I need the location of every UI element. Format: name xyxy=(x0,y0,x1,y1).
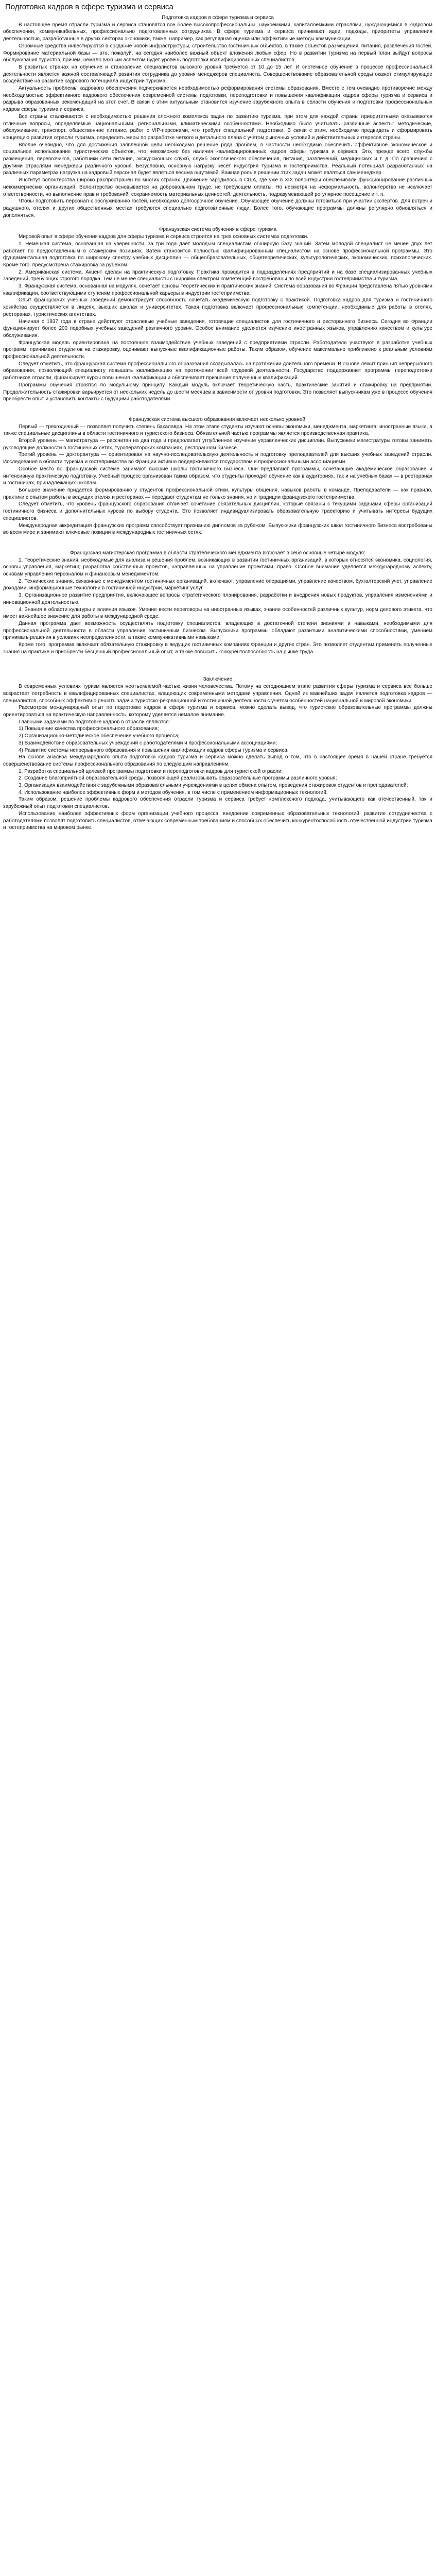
paragraph: Данная программа дает возможность осуществлять подготовку специалистов, владеющих в достаточной степени знаниями и навыками, необходимыми для профессиональной деятельности в области управления гостиничным бизнесом. Выпускники программы обладают развитыми аналитическими способностями, умением принимать решения в условиях неопределенности, а также коммуникативными навыками. xyxy=(3,620,432,641)
paragraph: Актуальность проблемы кадрового обеспечения подчеркивается необходимостью реформирования системы образования. Вместе с тем очевидно противоречие между необходимостью эффективного кадрового обеспечения современной системы подготовки, переподготовки и повышения квалификации кадров сферы туризма и сервиса и разрыва образованных рекомендаций на этот счет. В связи с этим актуальным становится изучение зарубежного опыта в области обучения и подготовки профессиональных кадров сферы туризма и сервиса. xyxy=(3,86,432,113)
paragraph: Огромные средства инвестируются в создание новой инфраструктуры, строительство гостиничных объектов, в также объектов размещения, питания, развлечения гостей. Формирование материальной базы — это, пожалуй, на сегодня наиболее важный объект вложения любых сфер. Но в развитии туризма на первый план выйдут вопросы обслуживания туристов, причем, немало важным аспектом будет уровень подготовки квалифицированных специалистов. xyxy=(3,43,432,63)
paragraph: 2. Американская система. Акцент сделан на практическую подготовку. Практика проводится в подразделениях предприятий и на базе специализированных учебных заведений, требующих строгого порядка. Тем не менее специалисты с широким спектром компетенций востребованы по всей индустрии гостеприимства и туризма. xyxy=(3,269,432,282)
section-heading: Заключение xyxy=(203,676,233,683)
paragraph: Следует отметить, что французская система профессионального образования складывалась на протяжении длительного времени. В основе лежит принцип непрерывного образования, позволяющий специалисту повышать квалификацию на протяжении всей трудовой деятельности. Государство поддерживает программы переподготовки работников отрасли, финансирует курсы повышения квалификации и обеспечивает признание полученных квалификаций. xyxy=(3,361,432,381)
paragraph: В современных условиях туризм является неотъемлемой частью жизни человечества. Потому на сегодняшнем этапе развития сферы туризма и сервиса все больше возрастает потребность в квалифицированных специалистах, владеющих современными методами управления. Одной из важнейших задач является подготовка кадров — специалистов, способных эффективно решать задачи туристско-рекреационной и гостиничной деятельности с учетом особенностей национальной и мировой экономики. xyxy=(3,684,432,704)
document-body xyxy=(3,14,432,832)
paragraph: Мировой опыт в сфере обучения кадров для сферы туризма и сервиса строится на трех основных системах подготовки. xyxy=(19,234,309,240)
paragraph: Использование наиболее эффективных форм организации учебного процесса, внедрение современных образовательных технологий, развитие сотрудничества с работодателями позволят подготовить специалистов, отвечающих современным требованиям и способных обеспечить конкурентоспособность отечественной индустрии туризма и гостеприимства на мировом рынке. xyxy=(3,810,432,831)
paragraph: 4. Использование наиболее эффективных форм и методов обучения, в том числе с применением информационных технологий. xyxy=(19,789,328,795)
paragraph: Третий уровень — докторантура — ориентирован на научно-исследовательскую деятельность и подготовку преподавателей для высших учебных заведений отрасли. Исследования в области туризма и гостеприимства во Франции активно поддерживаются государством и профессиональными ассоциациями. xyxy=(3,452,432,465)
paragraph: Все страны сталкиваются с необходимостью решения сложного комплекса задач по развитию туризма, при этом для каждой страны приоритетными оказываются отличные вопросы, определяемые национальными, региональными, климатическими особенностями. Необходимо было учитывать различные аспекты: методические, обслуживание, транспорт, общественное питание, работ с VIP-персонами, что требует специальной подготовки. В связи с этим, необходимо предвидеть и сформировать концепцию развития отрасли туризма, определить меры по разработке четкого и детального плана с учетом рыночных условий и действительных интересов страны. xyxy=(3,113,432,141)
paragraph: 2. Создание благоприятной образовательной среды, позволяющей реализовывать образовательные программы различного уровня; xyxy=(19,775,337,782)
paragraph: В настоящее время отрасли туризма и сервиса становятся все более высокопрофессиональны, наукоемкими, капиталоемкими отраслями, нуждающимися в кадровом обеспечении, коммуникабельных, профессионально подготовленных сотрудниках. В сфере туризма и сервиса принимают идеи, подходы, приоритеты управления деятельностью, разработанные в других секторах экономики, также, например, как регулярная оценка или эффективные методы коммуникации. xyxy=(3,22,432,42)
paragraph: 3. Французская система, основанная на модулях, сочетает основы теоретических и практических знаний. Система образования во Франции представлена пятью уровнями квалификации, соответствующими ступеням профессиональной карьеры в индустрии гостеприимства. xyxy=(3,283,432,296)
paragraph: Начиная с 1937 года в стране действуют отраслевые учебные заведения, готовящие специалистов для гостиничного и ресторанного бизнеса. Сегодня во Франции функционирует более 200 подобных учебных заведений различного уровня. Особое внимание уделяется изучению иностранных языков, управлению качеством и культуре обслуживания. xyxy=(3,318,432,338)
paragraph: Кроме того, программа включает обязательную стажировку в ведущих гостиничных компаниях Франции и других стран. Это позволяет студентам применить полученные знания на практике и приобрести бесценный профессиональный опыт, а также повысить конкурентоспособность на рынке труда. xyxy=(3,642,432,655)
paragraph: 2. Технические знания, связанные с менеджментом гостиничных организаций, включают: управление операциями, управление качеством, бухгалтерский учет, управление доходами, информационные технологии в гостиничной индустрии, маркетинг услуг. xyxy=(3,578,432,591)
paragraph: 3) Взаимодействие образовательных учреждений с работодателями и профессиональными ассоциациями; xyxy=(19,740,277,746)
paragraph: На основе анализа международного опыта подготовки кадров туризма и сервиса можно сделать вывод о том, что в настоящее время в нашей стране требуется совершенствование системы профессионального образования по следующим направлениям: xyxy=(3,754,432,767)
paragraph: 1. Разработка специальной целевой программы подготовки и переподготовки кадров для туристской отрасли; xyxy=(19,768,283,774)
paragraph: В развитых странах на обучение и становление специалистов высокого уровня требуется от 10 до 15 лет. И системное обучение в процессе профессиональной деятельности является важной составляющей развития сотрудника до уровня менеджеров специалиста. Совершенствование образовательной среды окажет стимулирующее воздействие на развитие кадрового потенциала индустрии туризма. xyxy=(3,64,432,84)
paragraph: Большое значение придается формированию у студентов профессиональной этики, культуры общения, навыков работы в команде. Преподаватели — как правило, практики с опытом работы в ведущих отелях и ресторанах — передают студентам не только знания, но и традиции французского гостеприимства. xyxy=(3,487,432,500)
paragraph: 3. Организационное развитие предприятия, включающее вопросы стратегического планирования, разработки и внедрения новых продуктов, управления изменениями и инновационной деятельностью. xyxy=(3,592,432,605)
paragraph: Вполне очевидно, что для достижения заявленной цели необходимо решение ряда проблем, в частности необходимо обеспечить эффективное экономическое и социальное использование туристических объектов, что невозможно без наличия квалифицированных кадров сферы туризма и сервиса. Это, прежде всего, службы размещения, перевозчиков, работники сети питания, экскурсионных служб, служб экологического обеспечения, питания, развлечений, медицинских и т. д. По сравнению с другими отраслями менеджеры различного уровня. Безусловно, основную нагрузку несет индустрия туризма и гостеприимства. Реальный потенциал разработанных на различных параметрах нагрузка на кадровый персонал будет являться весьма ощутимой. Важная роль в решении этих задач может являться сам менеджер. xyxy=(3,142,432,176)
paragraph: 2) Организационно-методическое обеспечение учебного процесса; xyxy=(19,733,180,739)
paragraph: Рассмотрев международный опыт по подготовке кадров в сфере туризма и сервиса, можно сделать вывод, что туристские образовательные программы должны ориентироваться на практическую направленность, которому уделяется немалое внимание. xyxy=(3,705,432,718)
paragraph: Второй уровень — магистратура — рассчитан на два года и предполагает углубленное изучение управленческих дисциплин. Выпускники магистратуры готовы занимать руководящие должности в гостиничных сетях, туроператорских компаниях, ресторанном бизнесе. xyxy=(3,438,432,451)
page-title: Подготовка кадров в сфере туризма и сервиса xyxy=(5,3,173,11)
paragraph: 4) Развитие системы непрерывного образования и повышения квалификации кадров сферы туризма и сервиса. xyxy=(19,747,289,753)
paragraph: 1) Повышение качества профессионального образования; xyxy=(19,726,159,732)
paragraph: Особое место во французской системе занимают высшие школы гостиничного бизнеса. Они предлагают программы, сочетающие академическое образование и интенсивную практическую подготовку. Учебный процесс организован таким образом, что студенты проходят обучение как в аудиториях, так и на учебных базах — в ресторанах и гостиницах, принадлежащих школам. xyxy=(3,466,432,486)
paragraph: 1. Немецкая система, основанная на уверенности, за три года дает молодым специалистам обширную базу знаний. Затем молодой специалист не менее двух лет работает по предоставленным в стажерских позициях. Затем становится полностью квалифицированным специалистом на основе профессиональной программы. Это фундаментальная подготовка по широкому спектру учебных дисциплин — общеобразовательных, общетеоретических, культурологических, экономических, психологических. Кроме того, предусмотрена стажировка за рубежом. xyxy=(3,241,432,268)
paragraph: Следует отметить, что уровень французского образования отличает сочетание обязательных дисциплин, которые связаны с текущими задачами сферы организаций гостиничного бизнеса и дополнительных курсов по выбору студента. Это позволяет индивидуализировать образовательную траекторию и учитывать интересы будущих специалистов. xyxy=(3,501,432,521)
section-heading: Французская система высшего образования включает несколько уровней: xyxy=(129,416,307,422)
paragraph: 4. Знания в области культуры и влияния языков. Умение вести переговоры на иностранных языках, знание особенностей различных культур, норм делового этикета, что имеет важнейшее значение для работы в международной среде. xyxy=(3,606,432,620)
paragraph: Французская модель ориентирована на постоянное взаимодействие учебных заведений с предприятиями отрасли. Работодатели участвуют в разработке учебных программ, принимают студентов на стажировку, оценивают выпускные квалификационные работы. Таким образом, обучение максимально приближено к реальным условиям профессиональной деятельности. xyxy=(3,340,432,360)
paragraph: Таким образом, решение проблемы кадрового обеспечения отрасли туризма и сервиса требует комплексного подхода, учитывающего как отечественный, так и зарубежный опыт подготовки специалистов. xyxy=(3,796,432,810)
paragraph: Институт волонтерства широко распространен во многих странах. Движение зародилось в США, где уже в XIX волонтеры обеспечивали функционирование различных некоммерческих организаций. Волонтерство основывается на добровольном труде, не требующем оплаты. Но несмотря на неформальность, волонтерство не исключает ответственности, но выполнение прав и требований, сохраняемость материальных ценностей, деятельность, подразумевающей регулярное посещение и т. п. xyxy=(3,177,432,197)
paragraph: Чтобы подготовить персонал к обслуживанию гостей, необходимо долгосрочное обучение. Обучающее обучение должны готовиться при участии экспертов. Для встреч и радушного, отелях и других общественных местах требуются специально подготовленные люди. Более того, обучающие программы должны регулярно обновляться и дополняться. xyxy=(3,198,432,218)
section-heading: Французская магистерская программа в области стратегического менеджмента включает в себя основные четыре модуля: xyxy=(70,550,365,556)
paragraph: Первый — трехгодичный — позволяет получить степень бакалавра. На этом этапе студенты изучают основы экономики, менеджмента, маркетинга, иностранные языки, а также специальные дисциплины в области гостиничного и туристского бизнеса. Обязательной частью программы является производственная практика. xyxy=(3,423,432,437)
paragraph: Опыт французских учебных заведений демонстрирует способность сочетать академическую подготовку с практикой. Подготовка кадров для туризма и гостиничного хозяйства осуществляется в лицеях, высших школах и университетах. Такая подготовка включает профессиональные компетенции, необходимые для работы в отелях, ресторанах, туристических агентствах. xyxy=(3,297,432,317)
paragraph: Главными задачами по подготовке кадров в отрасли являются: xyxy=(19,719,170,725)
paragraph: Программы обучения строятся по модульному принципу. Каждый модуль включает теоретическую часть, практические занятия и стажировку на предприятии. Продолжительность стажировки варьируется от нескольких недель до шести месяцев в зависимости от уровня подготовки. Это позволяет выпускникам уже в процессе обучения приобрести опыт и установить контакты с будущими работодателями. xyxy=(3,382,432,402)
section-heading: Французская система обучения в сфере туризма xyxy=(159,227,277,233)
paragraph: 3. Организация взаимодействия с зарубежными образовательными учреждениями в целях обмена опытом, проведения стажировок студентов и преподавателей; xyxy=(19,783,408,789)
paragraph: 1. Теоретические знания, необходимые для анализа и решения проблем, возникающих в развитии гостиничных организаций, в которых относятся экономика, социология, основы управления, маркетинг, разработка собственных проектов, направленных на управление проектами, право. Особое внимание уделяется международному аспекту, основам управления персоналом и финансовым менеджментом. xyxy=(3,557,432,578)
paragraph: Международная аккредитация французских программ способствует признанию дипломов за рубежом. Выпускники французских школ гостиничного бизнеса востребованы во всем мире и занимают ключевые позиции в международных гостиничных сетях. xyxy=(3,522,432,536)
section-heading: Подготовка кадров в сфере туризма и сервиса xyxy=(162,15,274,21)
